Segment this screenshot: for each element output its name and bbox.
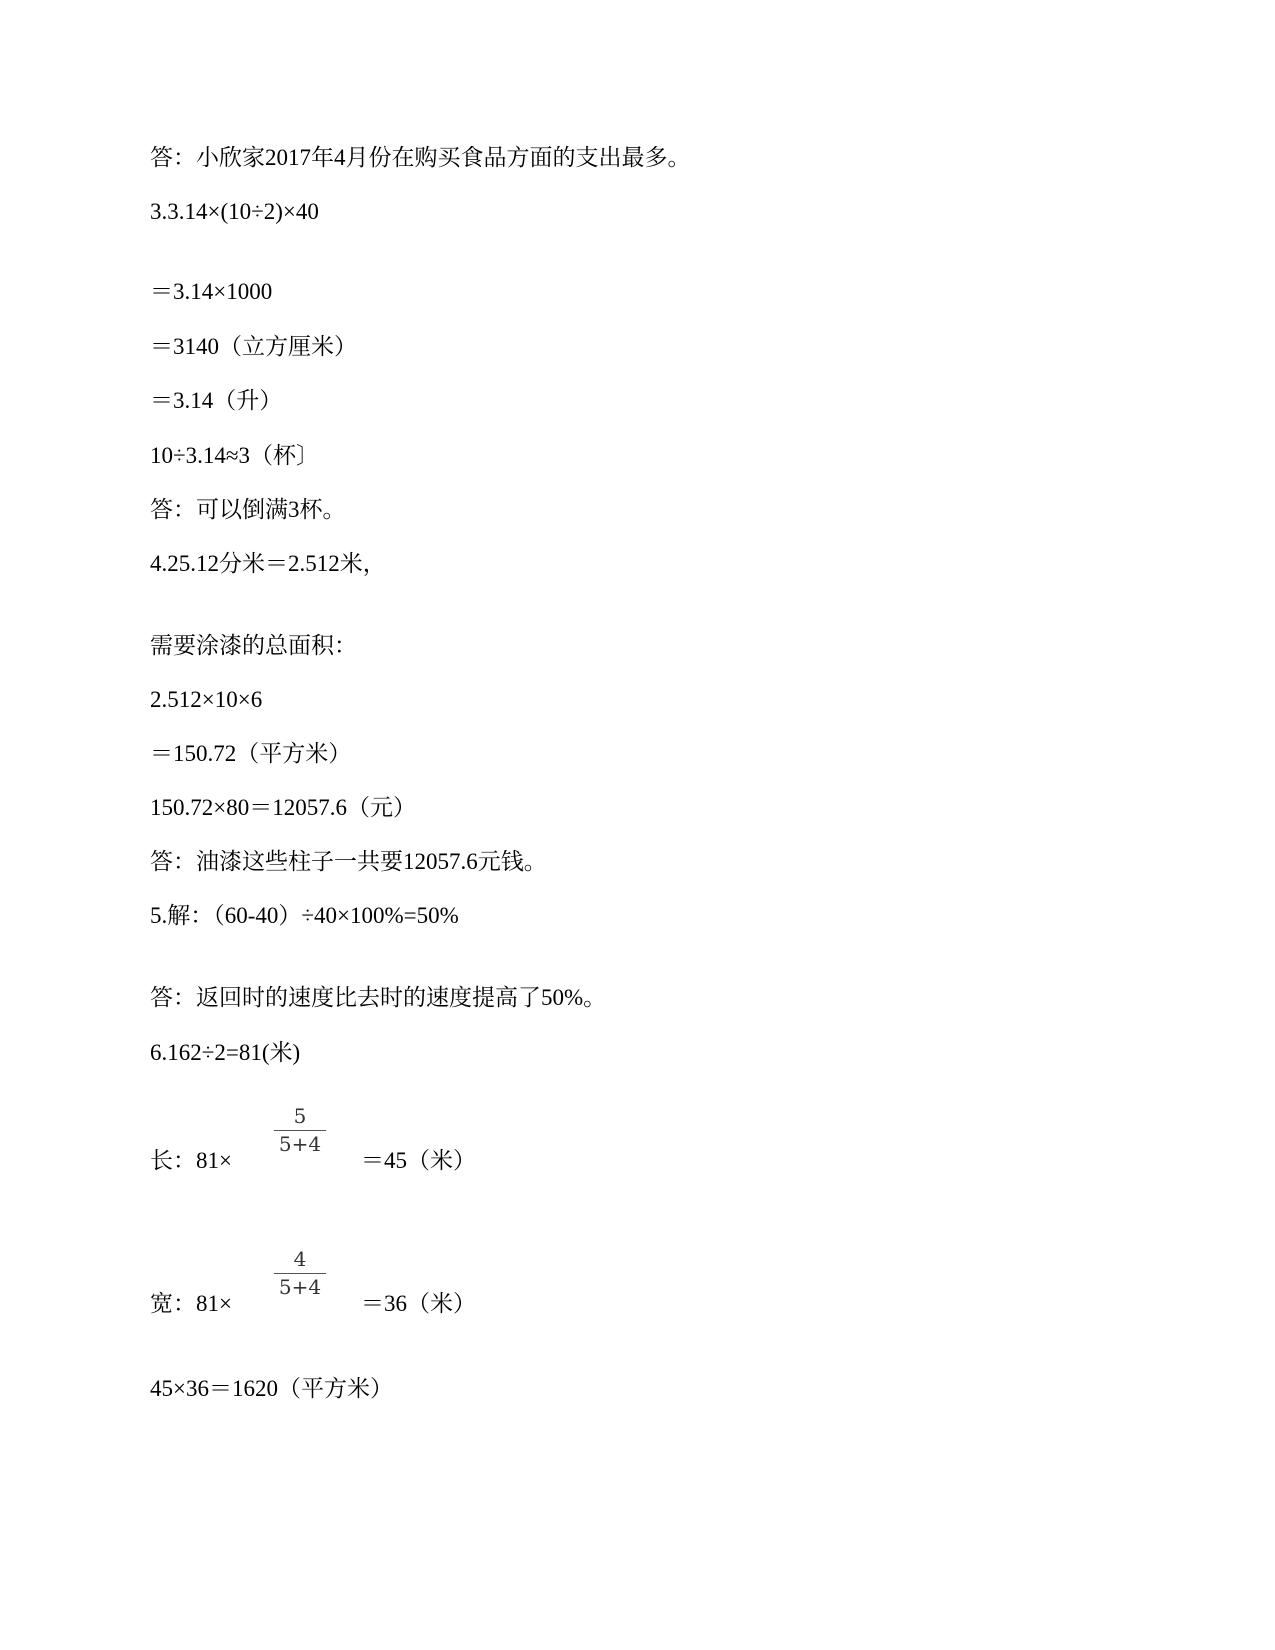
problem-4-line: 4.25.12分米＝2.512米， bbox=[150, 551, 386, 576]
problem-3-step-3: ＝3.14（升） bbox=[150, 388, 283, 413]
problem-3-step-1: ＝3.14×1000 bbox=[150, 279, 273, 304]
problem-3-step-2: ＝3140（立方厘米） bbox=[150, 334, 357, 359]
problem-4-step-2: 2.512×10×6 bbox=[150, 687, 263, 712]
width-fraction-denominator: 5+4 bbox=[278, 1275, 322, 1299]
problem-5-line: 5.解：（60-40）÷40×100%=50% bbox=[150, 903, 459, 928]
answer-line-1: 答：小欣家2017年4月份在购买食品方面的支出最多。 bbox=[150, 145, 691, 170]
problem-4-step-1: 需要涂漆的总面积： bbox=[150, 633, 357, 658]
length-calc-result: ＝45（米） bbox=[361, 1148, 476, 1173]
length-calc-prefix: 长：81× bbox=[150, 1148, 232, 1173]
length-fraction-denominator: 5+4 bbox=[278, 1132, 322, 1156]
problem-6-line: 6.162÷2=81(米) bbox=[150, 1040, 301, 1065]
problem-4-answer: 答：油漆这些柱子一共要12057.6元钱。 bbox=[150, 849, 547, 874]
fraction-bar bbox=[274, 1130, 326, 1131]
width-fraction bbox=[274, 1247, 326, 1299]
problem-5-answer: 答：返回时的速度比去时的速度提高了50%。 bbox=[150, 985, 607, 1010]
problem-3-answer: 答：可以倒满3杯。 bbox=[150, 497, 346, 522]
width-calc-prefix: 宽：81× bbox=[150, 1291, 232, 1316]
problem-3-step-4: 10÷3.14≈3（杯〕 bbox=[150, 443, 319, 468]
fraction-bar bbox=[274, 1273, 326, 1274]
problem-4-step-3: ＝150.72（平方米） bbox=[150, 741, 352, 766]
length-fraction bbox=[274, 1104, 326, 1156]
width-fraction-numerator: 4 bbox=[293, 1247, 307, 1271]
problem-3-line: 3.3.14×(10÷2)×40 bbox=[150, 199, 319, 224]
width-calc-result: ＝36（米） bbox=[361, 1291, 476, 1316]
area-calc-line: 45×36＝1620（平方米） bbox=[150, 1376, 393, 1401]
length-fraction-numerator: 5 bbox=[293, 1104, 307, 1128]
problem-4-step-4: 150.72×80＝12057.6（元） bbox=[150, 795, 416, 820]
